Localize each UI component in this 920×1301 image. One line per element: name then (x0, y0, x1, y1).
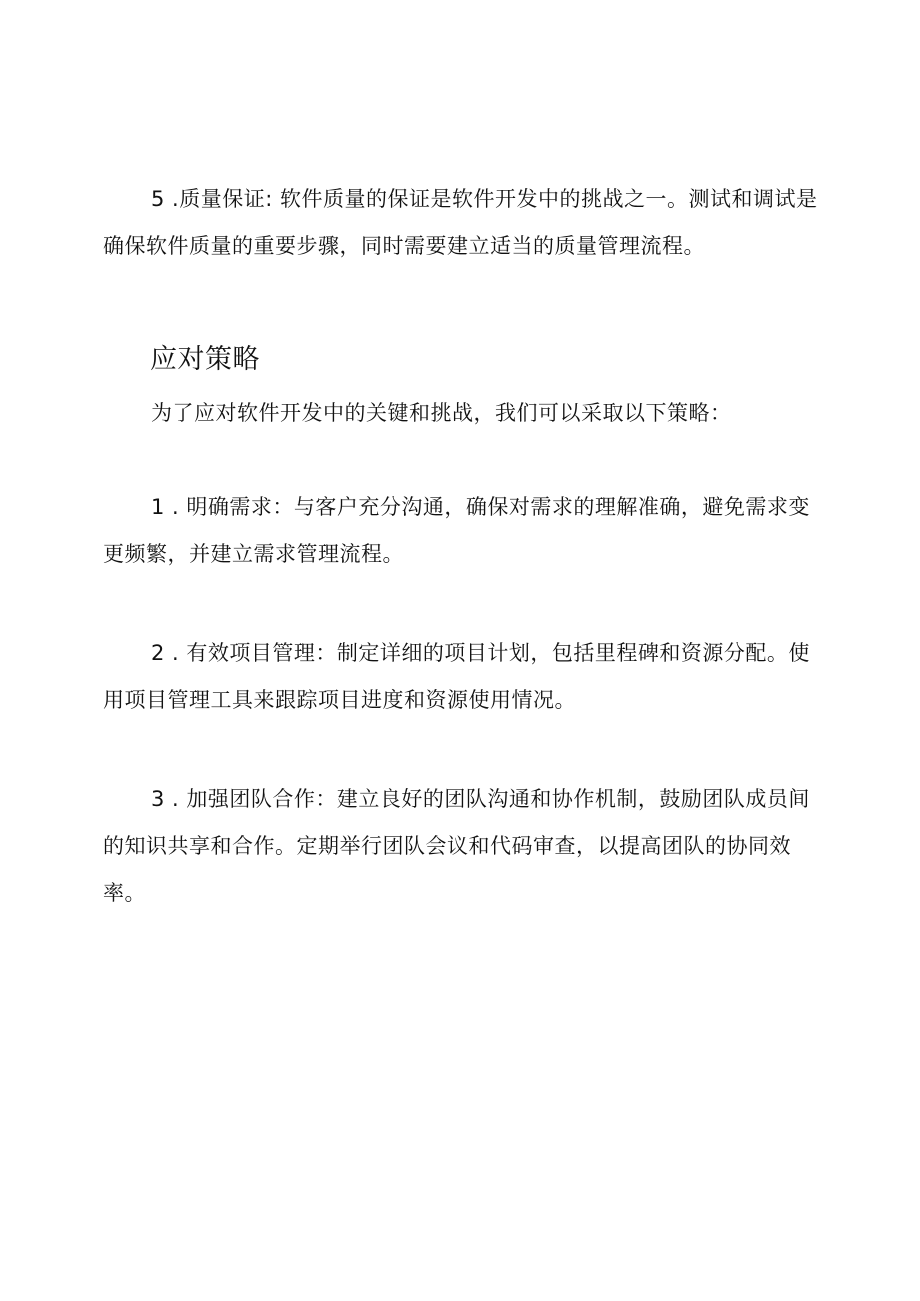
strategy-item-3 (103, 776, 823, 917)
quality-assurance-text: 5 .质量保证: 软件质量的保证是软件开发中的挑战之一。测试和调试是确保软件质量的重要步骤，同时需要建立适当的质量管理流程。 (103, 187, 818, 258)
strategies-heading: 应对策略 (150, 344, 260, 375)
strategy-item-1 (103, 484, 823, 578)
strategy-item-1-text: 1 . 明确需求：与客户充分沟通，确保对需求的理解准确，避免需求变更频繁，并建立需求管理流程。 (103, 495, 810, 566)
strategies-intro-text: 为了应对软件开发中的关键和挑战，我们可以采取以下策略： (151, 401, 732, 425)
quality-assurance-paragraph (103, 176, 823, 270)
strategies-intro-paragraph (103, 390, 823, 437)
strategy-item-3-text: 3 . 加强团队合作：建立良好的团队沟通和协作机制，鼓励团队成员间的知识共享和合作。定期举行团队会议和代码审查，以提高团队的协同效率。 (103, 787, 810, 905)
strategy-item-2-text: 2 . 有效项目管理：制定详细的项目计划，包括里程碑和资源分配。使用项目管理工具来跟踪项目进度和资源使用情况。 (103, 641, 810, 712)
strategy-item-2 (103, 630, 823, 724)
